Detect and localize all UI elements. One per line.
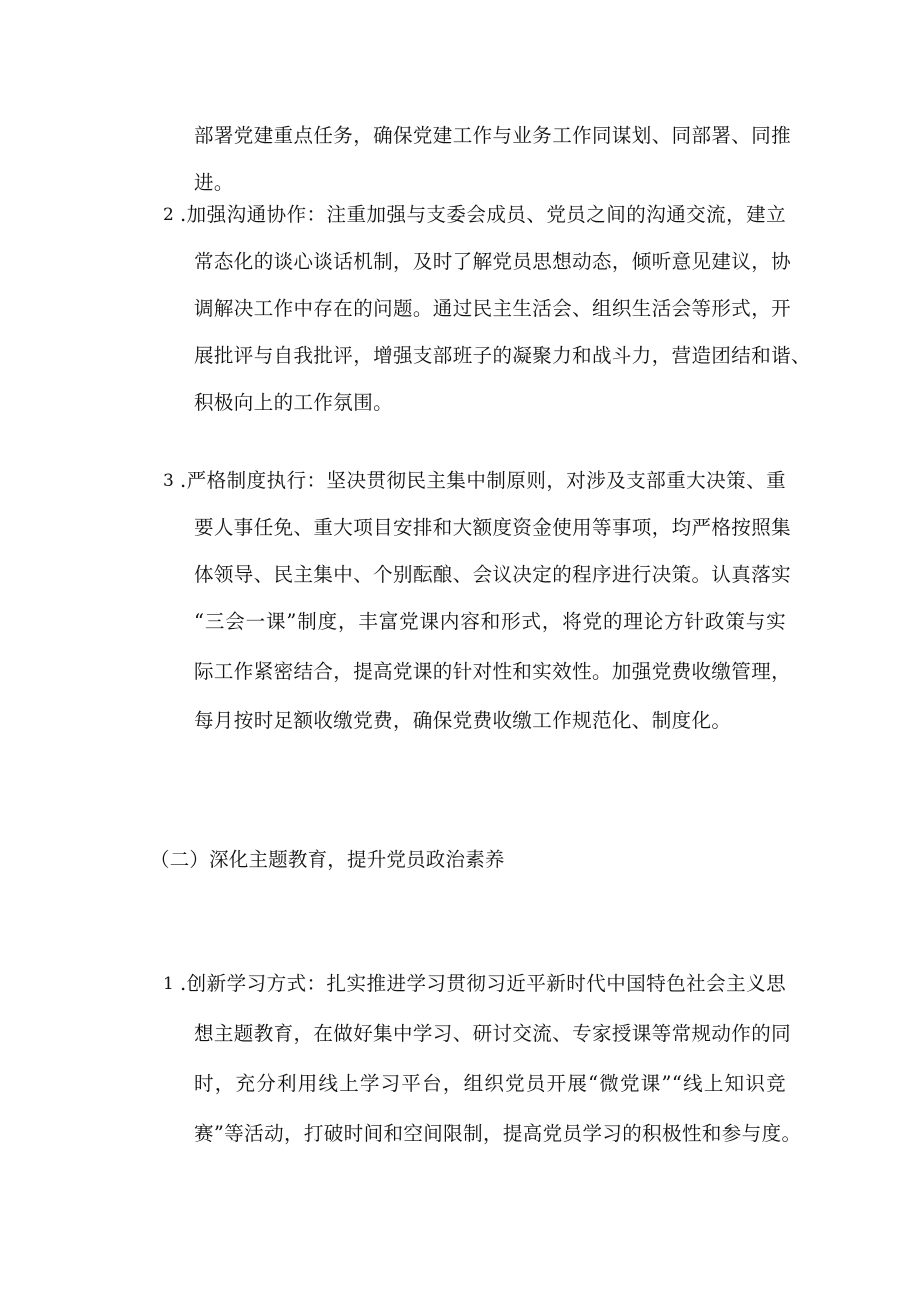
- list-item-line: 要人事任免、重大项目安排和大额度资金使用等事项，均严格按照集: [194, 516, 792, 539]
- list-item-line: 赛”等活动，打破时间和空间限制，提高党员学习的积极性和参与度。: [194, 1122, 802, 1145]
- list-item-line: 际工作紧密结合，提高党课的针对性和实效性。加强党费收缴管理，: [194, 660, 792, 683]
- paragraph-line: 进。: [194, 171, 234, 194]
- list-item-line: .加强沟通协作：注重加强与支委会成员、党员之间的沟通交流，建立: [180, 203, 786, 226]
- list-item-line: 积极向上的工作氛围。: [194, 391, 394, 414]
- paragraph-line: 部署党建重点任务，确保党建工作与业务工作同谋划、同部署、同推: [194, 124, 792, 147]
- list-item-line: .严格制度执行：坚决贯彻民主集中制原则，对涉及支部重大决策、重: [180, 469, 786, 492]
- list-item-line: 调解决工作中存在的问题。通过民主生活会、组织生活会等形式，开: [194, 297, 792, 320]
- list-item-line: 想主题教育，在做好集中学习、研讨交流、专家授课等常规动作的同: [194, 1022, 792, 1045]
- list-item-number: 2: [163, 205, 174, 225]
- list-item-line: 常态化的谈心谈话机制，及时了解党员思想动态，倾听意见建议，协: [194, 250, 792, 273]
- list-item-number: 1: [163, 974, 174, 994]
- list-item-line: “三会一课”制度，丰富党课内容和形式，将党的理论方针政策与实: [194, 610, 786, 633]
- list-item-line: 时，充分利用线上学习平台，组织党员开展“微党课”“线上知识竞: [194, 1072, 786, 1095]
- section-heading: （二）深化主题教育，提升党员政治素养: [150, 848, 505, 871]
- list-item-number: 3: [163, 471, 174, 491]
- list-item-line: .创新学习方式：扎实推进学习贯彻习近平新时代中国特色社会主义思: [180, 972, 786, 995]
- list-item-line: 每月按时足额收缴党费，确保党费收缴工作规范化、制度化。: [194, 709, 732, 732]
- list-item-line: 展批评与自我批评，增强支部班子的凝聚力和战斗力，营造团结和谐、: [194, 344, 811, 367]
- list-item-line: 体领导、民主集中、个别酝酿、会议决定的程序进行决策。认真落实: [194, 563, 792, 586]
